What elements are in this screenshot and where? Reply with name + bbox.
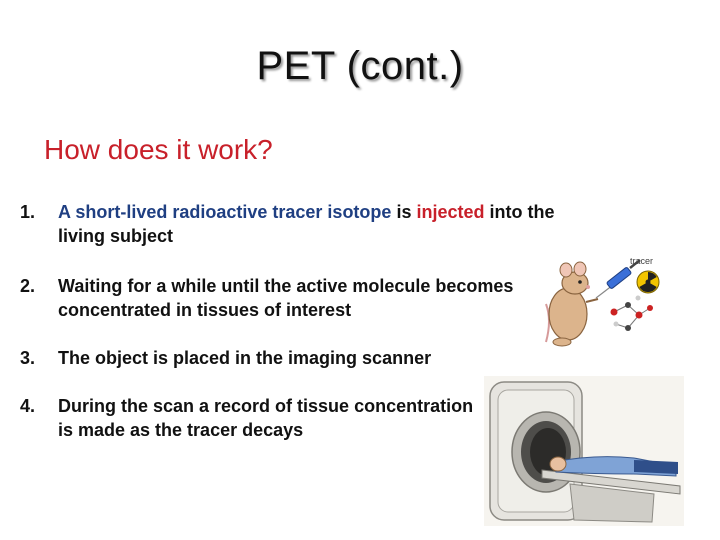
step-text-part: is [391,202,417,222]
step-highlight-tracer: A short-lived radioactive tracer isotope [58,202,392,222]
step-text: The object is placed in the imaging scanner [58,348,432,368]
step-number: 4. [20,396,36,416]
step-number: 2. [20,276,36,296]
pet-scanner-illustration [484,376,684,526]
radiation-icon [637,271,659,293]
step-text-part: into the living subject [58,202,555,246]
step-highlight-injected: injected [416,202,485,222]
slide-title: PET (cont.) [256,44,464,88]
step-number: 1. [20,202,36,222]
step-text: Waiting for a while until the active molecule becomes concentrated in tissues of interest [58,276,514,320]
slide-subtitle: How does it work? [44,134,273,165]
pet-scanner-icon [490,382,582,520]
step-item [20,346,490,370]
tracer-label: tracer [630,256,654,266]
step-text: During the scan a record of tissue concentration is made as the tracer decays [58,396,474,440]
step-item [20,274,560,322]
mouse-tracer-illustration [542,250,668,350]
step-number: 3. [20,348,36,368]
step-text [20,200,580,248]
step-item [20,394,480,442]
step-item [20,200,580,248]
